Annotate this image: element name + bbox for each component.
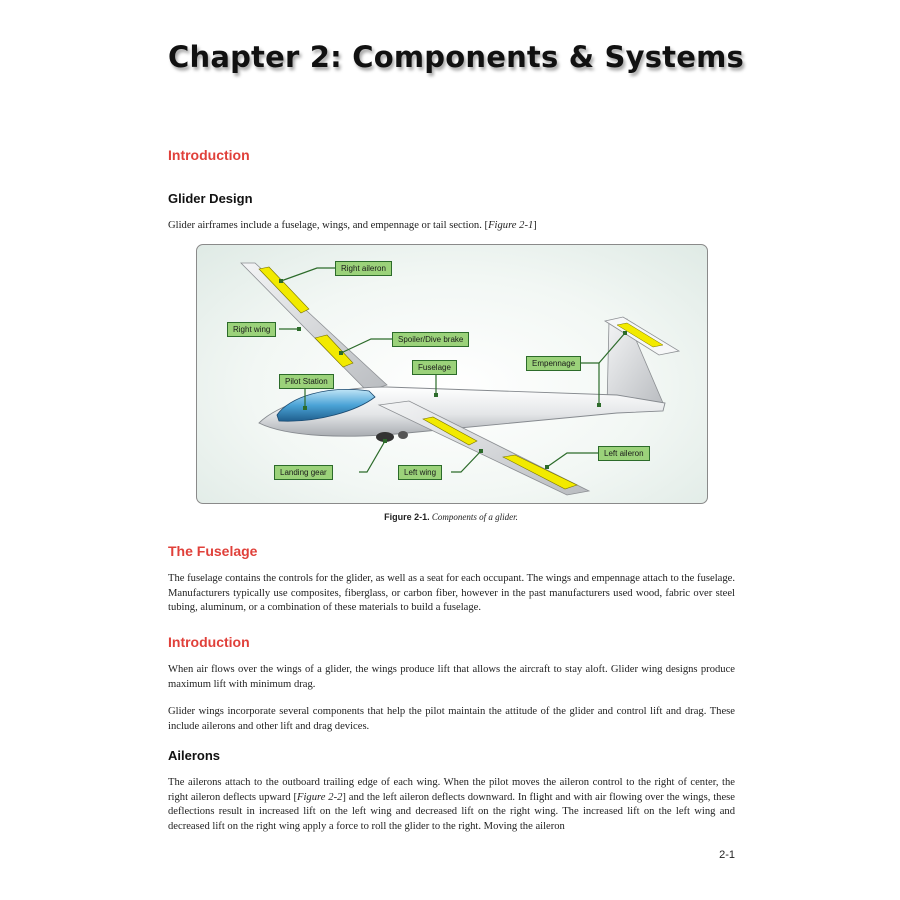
- glider-design-paragraph: [168, 219, 735, 234]
- intro-heading: Introduction: [168, 147, 250, 163]
- figure-2-2-reference: Figure 2-2: [297, 791, 343, 803]
- caption-text: Components of a glider.: [431, 512, 518, 522]
- label-right-wing: Right wing: [227, 322, 276, 337]
- label-spoiler-dive-brake: Spoiler/Dive brake: [392, 332, 469, 347]
- ailerons-paragraph: [168, 776, 735, 834]
- glider-design-text: Glider airframes include a fuselage, wings, and empennage or tail section. [: [168, 220, 489, 231]
- label-left-aileron: Left aileron: [598, 446, 650, 461]
- fuselage-heading: The Fuselage: [168, 543, 258, 559]
- ailerons-heading: Ailerons: [168, 748, 221, 763]
- ailerons-text-b: ] and the left aileron deflects downward. In flight and with air flowing over the wings, these deflections result in increased lift on the left wing and decreased lift on the right wing. The increased lift on the left wing and decreased lift on the right wing apply a force to roll the glider to the right. Moving the aileron: [168, 791, 735, 832]
- label-right-aileron: Right aileron: [335, 261, 392, 276]
- figure-2-1-reference: Figure 2-1: [488, 220, 534, 231]
- glider-design-close: ]: [533, 220, 537, 231]
- caption-number: Figure 2-1.: [384, 512, 430, 522]
- figure-caption: [196, 512, 706, 522]
- page-number: 2-1: [719, 849, 735, 861]
- left-aileron-shape: [503, 455, 577, 489]
- fuselage-paragraph: The fuselage contains the controls for the glider, as well as a seat for each occupant. The wings and empennage attach to the fuselage. Manufacturers typically use composites, fiberglass, or carbon fiber, however in the past manufacturers used wood, fabric over steel tubing, aluminum, or a combination of these materials to build a fuselage.: [168, 573, 735, 614]
- label-left-wing: Left wing: [398, 465, 442, 480]
- label-fuselage: Fuselage: [412, 360, 457, 375]
- label-landing-gear: Landing gear: [274, 465, 333, 480]
- glider-design-heading: Glider Design: [168, 191, 253, 206]
- label-pilot-station: Pilot Station: [279, 374, 334, 389]
- chapter-title: Chapter 2: Components & Systems: [168, 40, 744, 74]
- ailerons-text-a: The ailerons attach to the outboard trailing edge of each wing. When the pilot moves the aileron control to the right of center, the right aileron deflects upward [: [168, 777, 735, 803]
- glider-figure: [196, 244, 708, 504]
- intro2-paragraph-2: Glider wings incorporate several components that help the pilot maintain the attitude of the glider and control lift and drag. These include ailerons and other lift and drag devices.: [168, 706, 735, 732]
- label-empennage: Empennage: [526, 356, 581, 371]
- intro2-heading: Introduction: [168, 634, 250, 650]
- intro2-paragraph-1: When air flows over the wings of a glider, the wings produce lift that allows the aircraft to stay aloft. Glider wing designs produce maximum lift with minimum drag.: [168, 664, 735, 690]
